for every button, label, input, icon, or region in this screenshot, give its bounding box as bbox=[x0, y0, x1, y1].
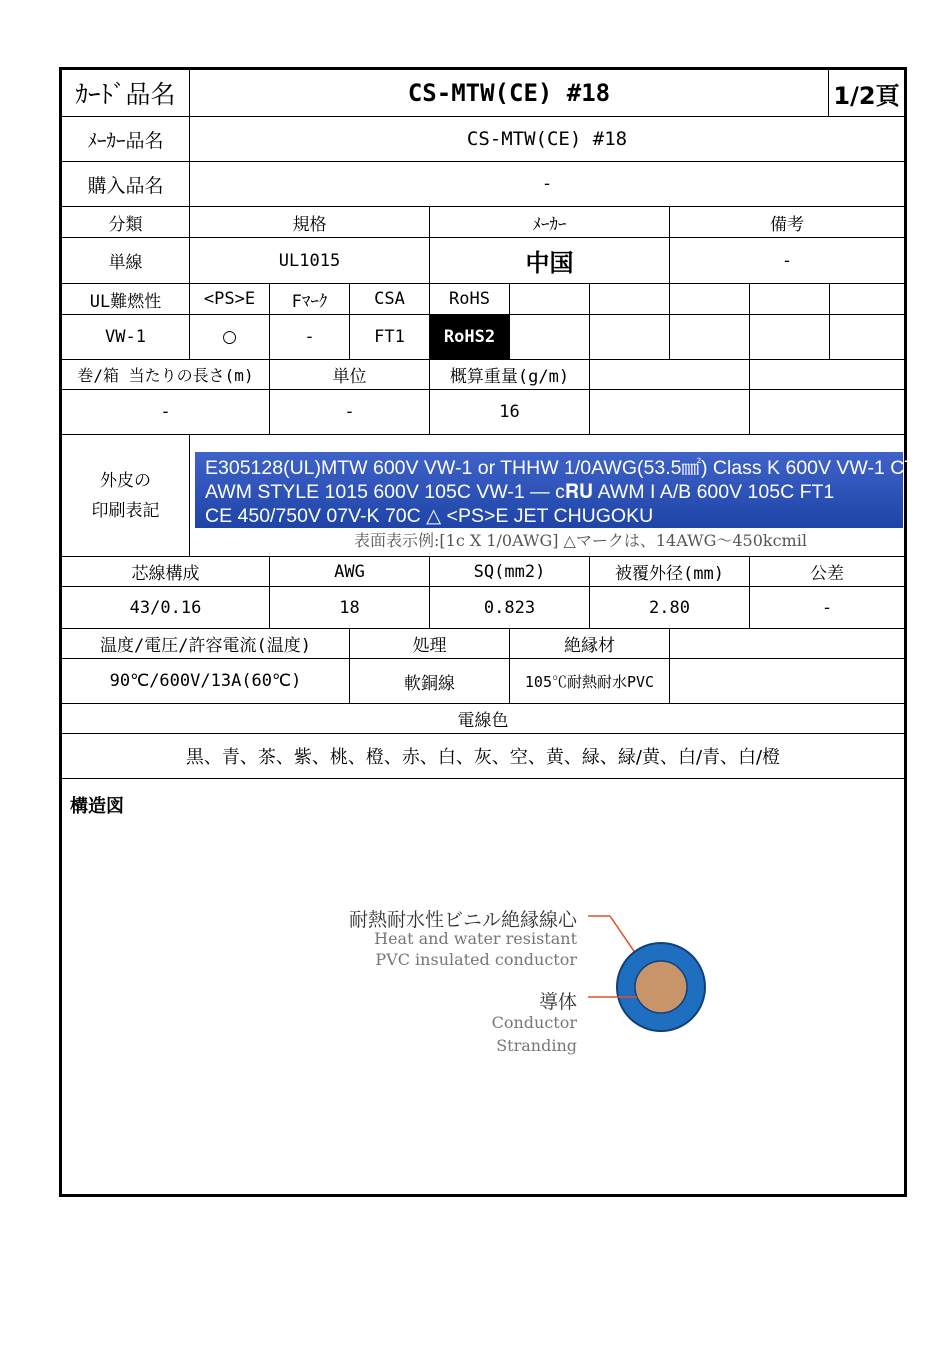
print-line-3: CE 450/750V 07V-K 70C △ <PS>E JET CHUGOKU bbox=[205, 505, 654, 527]
purchase-name-value: - bbox=[190, 162, 904, 207]
insulation-material-header: 絶縁材 bbox=[510, 629, 670, 659]
rohs-header: RoHS bbox=[430, 284, 510, 315]
wire-color-header: 電線色 bbox=[62, 704, 904, 734]
length-empty-header-1 bbox=[590, 360, 750, 390]
strand-config-header: 芯線構成 bbox=[62, 557, 270, 587]
cert-empty-header-5 bbox=[830, 284, 904, 315]
standard-header: 規格 bbox=[190, 207, 430, 238]
structure-title: 構造図 bbox=[70, 796, 124, 817]
cert-empty-header-3 bbox=[670, 284, 750, 315]
flame-rating-header: UL難燃性 bbox=[62, 284, 190, 315]
cert-empty-value-2 bbox=[590, 315, 670, 360]
csa-value: FT1 bbox=[350, 315, 430, 360]
f-mark-value: - bbox=[270, 315, 350, 360]
rohs-badge: RoHS2 bbox=[430, 315, 510, 360]
awg-value: 18 bbox=[270, 587, 430, 629]
print-label-line2: 印刷表記 bbox=[91, 500, 160, 521]
insulation-material-value: 105℃耐熱耐水PVC bbox=[510, 659, 670, 704]
temp-empty-header bbox=[670, 629, 904, 659]
cert-empty-value-3 bbox=[670, 315, 750, 360]
outer-diameter-header: 被覆外径(mm) bbox=[590, 557, 750, 587]
awg-header: AWG bbox=[270, 557, 430, 587]
conductor-label-jp: 導体 bbox=[538, 991, 577, 1013]
length-empty-value-2 bbox=[750, 390, 904, 435]
print-marking-label bbox=[62, 435, 190, 557]
wire-color-value: 黒、青、茶、紫、桃、橙、赤、白、灰、空、黄、緑、緑/黄、白/青、白/橙 bbox=[62, 734, 904, 779]
tolerance-value: - bbox=[750, 587, 904, 629]
spec-sheet bbox=[59, 67, 939, 1197]
print-line-2: AWM STYLE 1015 600V 105C VW-1 — c𝐑𝐔 AWM I A/B 600V 105C FT1 bbox=[205, 481, 835, 503]
treatment-value: 軟銅線 bbox=[350, 659, 510, 704]
cert-empty-value-4 bbox=[750, 315, 830, 360]
insulation-leader-diag bbox=[610, 916, 640, 960]
insulation-label-jp: 耐熱耐水性ビニル絶縁線心 bbox=[348, 909, 577, 931]
temp-empty-value bbox=[670, 659, 904, 704]
cert-empty-value-1 bbox=[510, 315, 590, 360]
category-header: 分類 bbox=[62, 207, 190, 238]
pse-value: ○ bbox=[190, 315, 270, 360]
conductor-label-en-2: Stranding bbox=[496, 1036, 577, 1055]
maker-header: ﾒｰｶｰ bbox=[430, 207, 670, 238]
temp-voltage-current-value: 90℃/600V/13A(60℃) bbox=[62, 659, 350, 704]
insulation-label-en-2: PVC insulated conductor bbox=[375, 950, 577, 969]
surface-marking-note: 表面表示例:[1c X 1/0AWG] △マークは、14AWG～450kcmil bbox=[354, 531, 807, 550]
pse-header: <PS>E bbox=[190, 284, 270, 315]
treatment-header: 処理 bbox=[350, 629, 510, 659]
card-name-value: CS-MTW(CE) #18 bbox=[190, 70, 829, 117]
flame-rating-value: VW-1 bbox=[62, 315, 190, 360]
conductor-label-en-1: Conductor bbox=[491, 1013, 577, 1032]
tolerance-header: 公差 bbox=[750, 557, 904, 587]
cert-empty-header-2 bbox=[590, 284, 670, 315]
maker-name-value: CS-MTW(CE) #18 bbox=[190, 117, 904, 162]
maker-value: 中国 bbox=[430, 238, 670, 284]
remarks-header: 備考 bbox=[670, 207, 904, 238]
print-marking-band bbox=[195, 452, 939, 528]
csa-header: CSA bbox=[350, 284, 430, 315]
cert-empty-value-5 bbox=[830, 315, 904, 360]
unit-header: 単位 bbox=[270, 360, 430, 390]
length-per-reel-value: - bbox=[62, 390, 270, 435]
insulation-label-en-1: Heat and water resistant bbox=[374, 929, 577, 948]
maker-name-label: ﾒｰｶｰ品名 bbox=[62, 117, 190, 162]
outer-diameter-value: 2.80 bbox=[590, 587, 750, 629]
standard-value: UL1015 bbox=[190, 238, 430, 284]
length-empty-value-1 bbox=[590, 390, 750, 435]
sq-header: SQ(mm2) bbox=[430, 557, 590, 587]
remarks-value: - bbox=[670, 238, 904, 284]
category-value: 単線 bbox=[62, 238, 190, 284]
card-name-label: ｶｰﾄﾞ品名 bbox=[62, 70, 190, 117]
f-mark-header: Fﾏｰｸ bbox=[270, 284, 350, 315]
cert-empty-header-4 bbox=[750, 284, 830, 315]
strand-config-value: 43/0.16 bbox=[62, 587, 270, 629]
weight-header: 概算重量(g/m) bbox=[430, 360, 590, 390]
insulation-layer bbox=[617, 943, 705, 1031]
page-number: 1/2頁 bbox=[829, 70, 904, 117]
unit-value: - bbox=[270, 390, 430, 435]
print-label-line1: 外皮の bbox=[100, 470, 151, 491]
length-empty-header-2 bbox=[750, 360, 904, 390]
conductor-core bbox=[635, 961, 687, 1013]
cert-empty-header-1 bbox=[510, 284, 590, 315]
print-line-1: E305128(UL)MTW 600V VW-1 or THHW 1/0AWG(53.5㎟) Class K 600V VW-1 CT or bbox=[205, 457, 939, 479]
length-per-reel-header: 巻/箱 当たりの長さ(m) bbox=[62, 360, 270, 390]
weight-value: 16 bbox=[430, 390, 590, 435]
sq-value: 0.823 bbox=[430, 587, 590, 629]
temp-voltage-current-header: 温度/電圧/許容電流(温度) bbox=[62, 629, 350, 659]
purchase-name-label: 購入品名 bbox=[62, 162, 190, 207]
